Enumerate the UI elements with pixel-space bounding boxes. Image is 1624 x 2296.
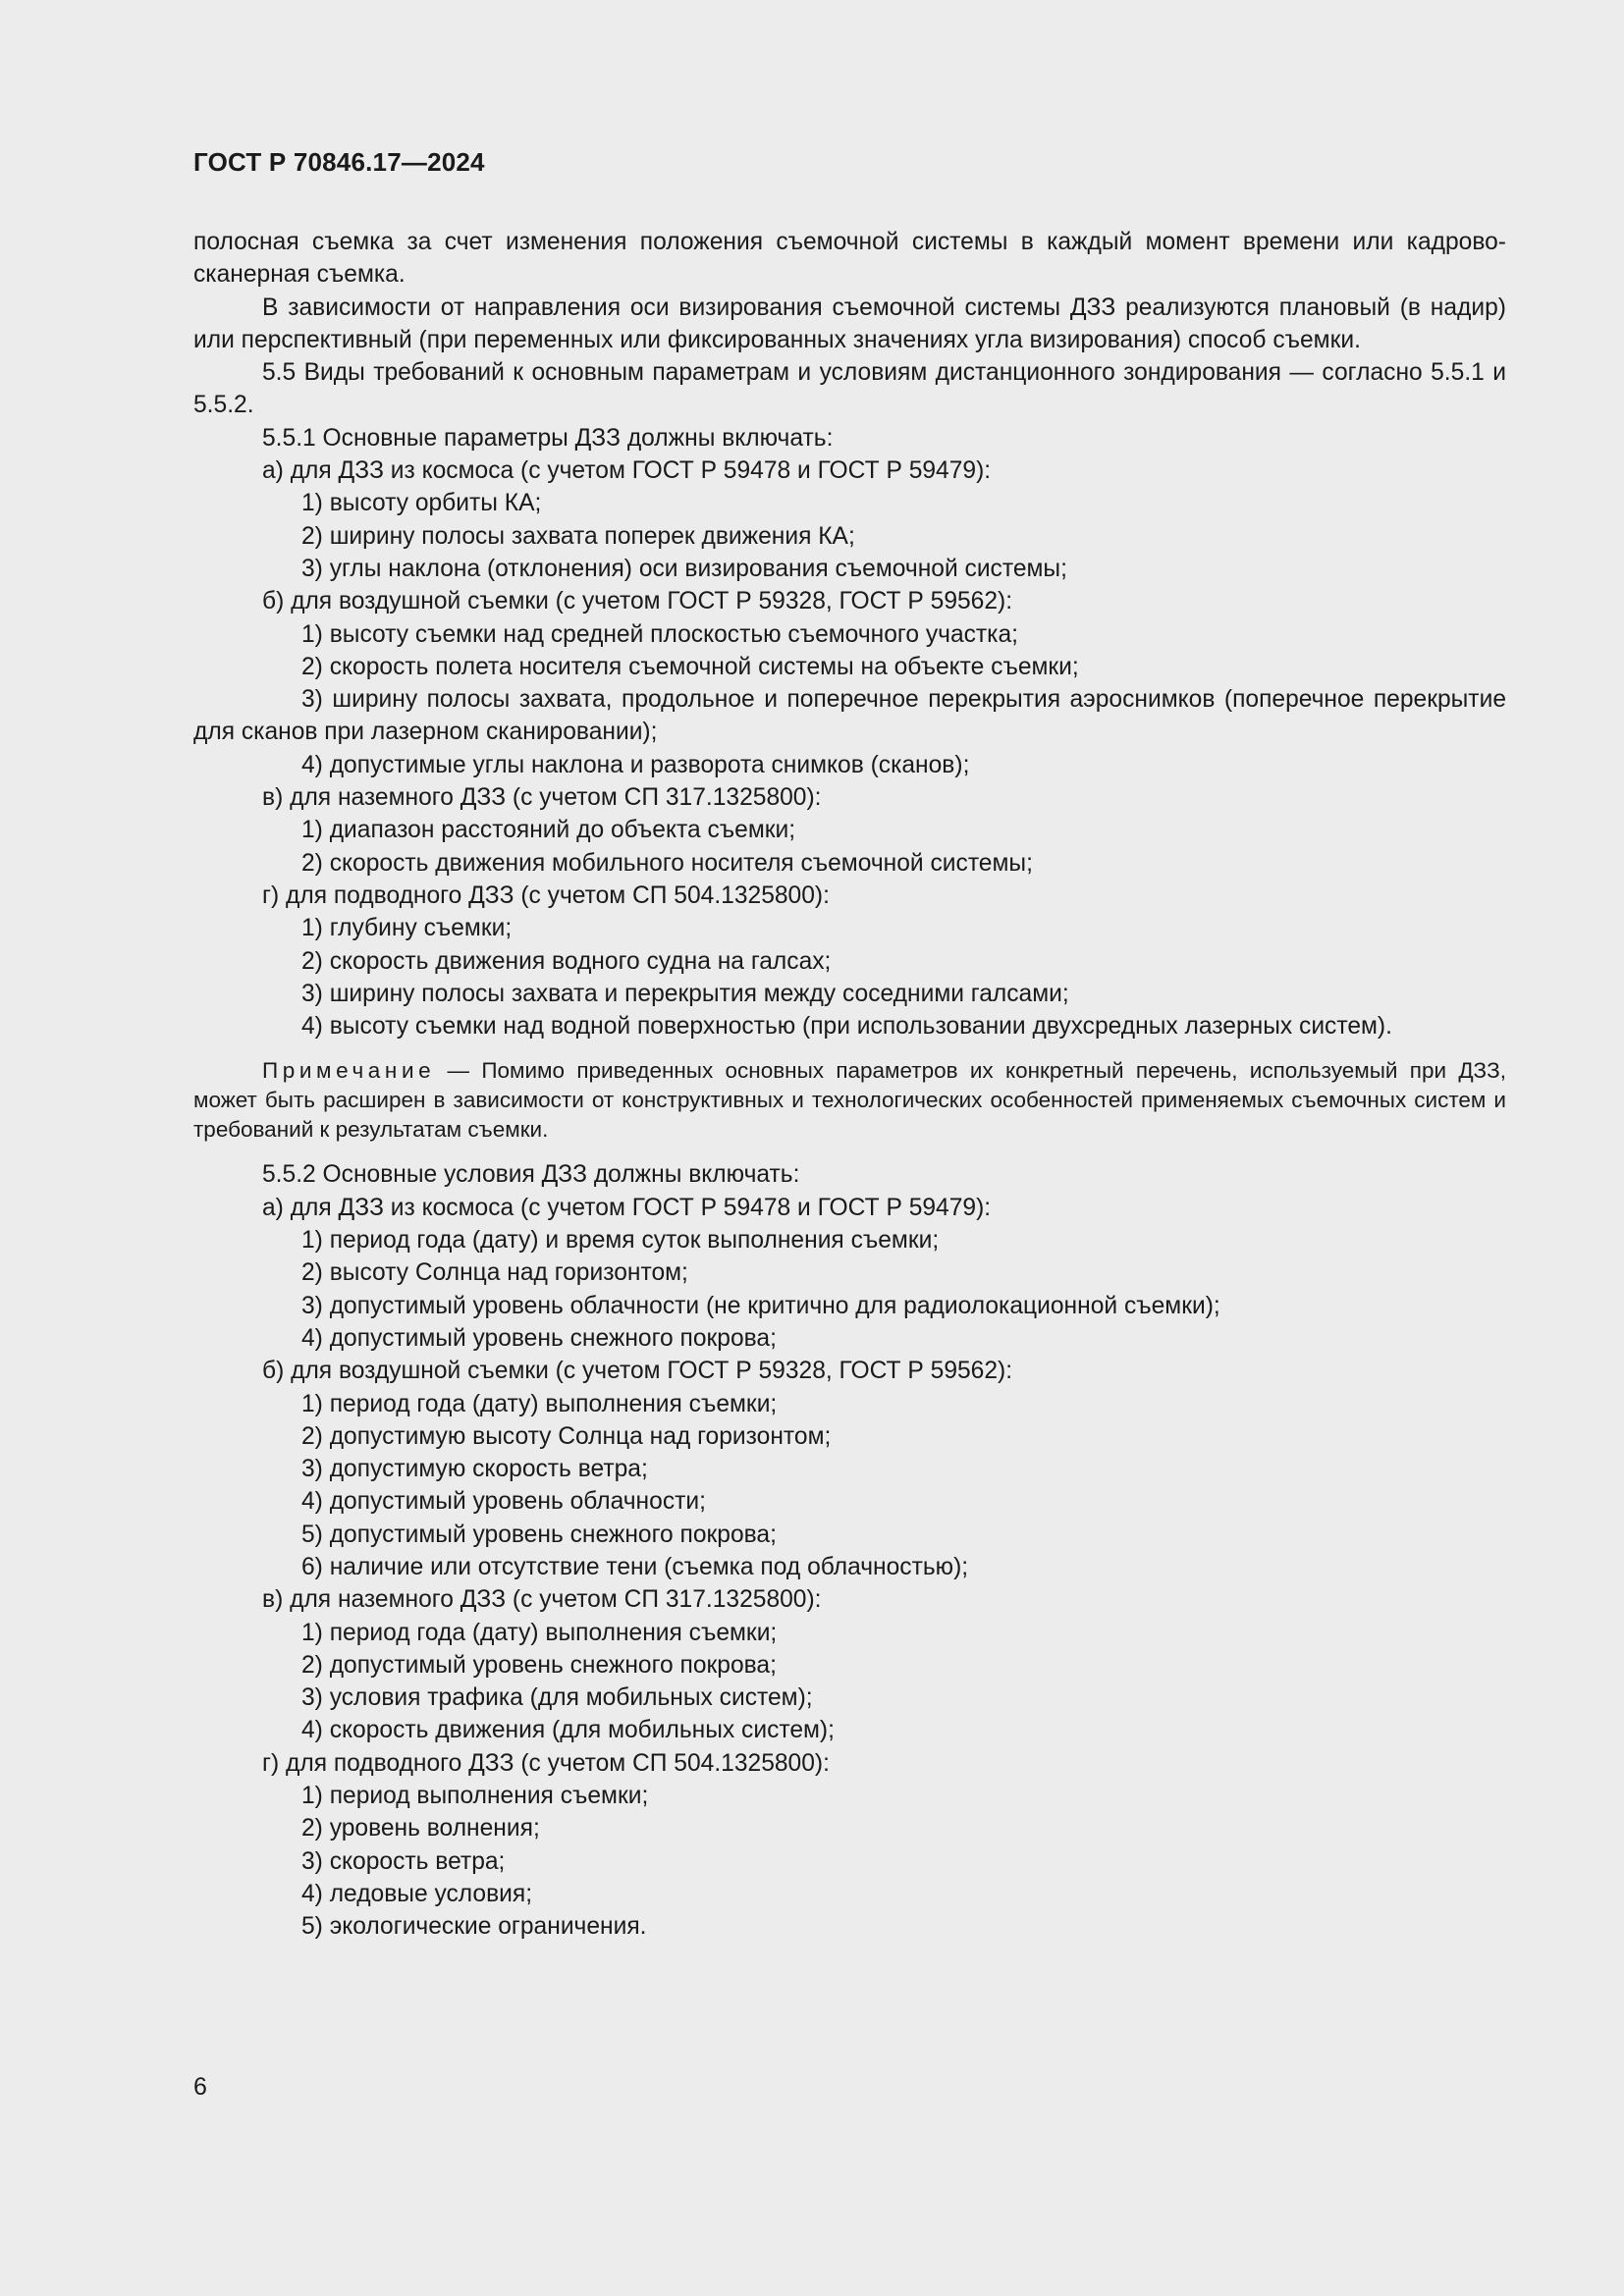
conditions-v-4: 4) скорость движения (для мобильных систем); bbox=[301, 1717, 835, 1744]
conditions-g-4: 4) ледовые условия; bbox=[301, 1880, 533, 1907]
conditions-b-2: 2) допустимую высоту Солнца над горизонтом; bbox=[301, 1422, 832, 1450]
note-label: Примечание bbox=[262, 1058, 436, 1084]
conditions-g-5: 5) экологические ограничения. bbox=[301, 1913, 647, 1941]
paragraph-sighting-axis: В зависимости от направления оси визирования съемочной системы ДЗЗ реализуются плановый (в надир) или перспективный (при переменных или фиксированных значениях угла визирования) способ съемки. bbox=[193, 294, 1506, 353]
conditions-a-2: 2) высоту Солнца над горизонтом; bbox=[301, 1259, 688, 1287]
conditions-g-2: 2) уровень волнения; bbox=[301, 1815, 540, 1842]
params-a-2: 2) ширину полосы захвата поперек движения КА; bbox=[301, 522, 855, 550]
params-b-1: 1) высоту съемки над средней плоскостью съемочного участка; bbox=[301, 620, 1018, 648]
params-g-4: 4) высоту съемки над водной поверхностью (при использовании двухсредных лазерных систем). bbox=[301, 1013, 1392, 1041]
conditions-item-g: г) для подводного ДЗЗ (с учетом СП 504.1325800): bbox=[262, 1749, 830, 1777]
section-5-5-1: 5.5.1 Основные параметры ДЗЗ должны включать: bbox=[262, 424, 834, 452]
conditions-b-5: 5) допустимый уровень снежного покрова; bbox=[301, 1521, 777, 1548]
params-b-2: 2) скорость полета носителя съемочной системы на объекте съемки; bbox=[301, 653, 1079, 680]
conditions-v-3: 3) условия трафика (для мобильных систем); bbox=[301, 1684, 813, 1712]
conditions-item-v: в) для наземного ДЗЗ (с учетом СП 317.1325800): bbox=[262, 1586, 822, 1614]
paragraph-5-5: 5.5 Виды требований к основным параметрам и условиям дистанционного зондирования — согласно 5.5.1 и 5.5.2. bbox=[193, 359, 1506, 419]
params-a-1: 1) высоту орбиты КА; bbox=[301, 490, 542, 517]
conditions-a-3: 3) допустимый уровень облачности (не критично для радиолокационной съемки); bbox=[301, 1292, 1220, 1319]
note-block bbox=[193, 1056, 1506, 1145]
params-b-3: 3) ширину полосы захвата, продольное и поперечное перекрытия аэроснимков (поперечное перекрытие для сканов при лазерном сканировании); bbox=[193, 686, 1506, 746]
params-v-1: 1) диапазон расстояний до объекта съемки; bbox=[301, 817, 796, 844]
conditions-g-1: 1) период выполнения съемки; bbox=[301, 1783, 649, 1810]
params-item-b: б) для воздушной съемки (с учетом ГОСТ Р 59328, ГОСТ Р 59562): bbox=[262, 588, 1013, 615]
conditions-a-1: 1) период года (дату) и время суток выполнения съемки; bbox=[301, 1227, 940, 1255]
conditions-v-1: 1) период года (дату) выполнения съемки; bbox=[301, 1619, 778, 1646]
conditions-b-3: 3) допустимую скорость ветра; bbox=[301, 1456, 648, 1483]
params-g-2: 2) скорость движения водного судна на галсах; bbox=[301, 947, 832, 975]
paragraph-continuation: полосная съемка за счет изменения положения съемочной системы в каждый момент времени или кадрово-сканерная съемка. bbox=[193, 229, 1506, 289]
params-item-a: а) для ДЗЗ из космоса (с учетом ГОСТ Р 59478 и ГОСТ Р 59479): bbox=[262, 457, 992, 485]
document-header: ГОСТ Р 70846.17—2024 bbox=[193, 147, 485, 177]
conditions-v-2: 2) допустимый уровень снежного покрова; bbox=[301, 1651, 777, 1679]
note-text: — Помимо приведенных основных параметров их конкретный перечень, используемый при ДЗЗ, может быть расширен в зависимости от конструктивных и технологических особенностей применяемых съемочных систем и требований к результатам съемки. bbox=[193, 1058, 1506, 1143]
params-b-4: 4) допустимые углы наклона и разворота снимков (сканов); bbox=[301, 751, 970, 778]
params-item-v: в) для наземного ДЗЗ (с учетом СП 317.1325800): bbox=[262, 784, 822, 812]
page-number: 6 bbox=[193, 2073, 207, 2101]
conditions-item-a: а) для ДЗЗ из космоса (с учетом ГОСТ Р 59478 и ГОСТ Р 59479): bbox=[262, 1194, 992, 1221]
conditions-b-4: 4) допустимый уровень облачности; bbox=[301, 1488, 706, 1516]
params-g-3: 3) ширину полосы захвата и перекрытия между соседними галсами; bbox=[301, 980, 1069, 1007]
document-body bbox=[193, 226, 1506, 1944]
conditions-a-4: 4) допустимый уровень снежного покрова; bbox=[301, 1324, 777, 1352]
params-g-1: 1) глубину съемки; bbox=[301, 915, 513, 942]
params-a-3: 3) углы наклона (отклонения) оси визирования съемочной системы; bbox=[301, 555, 1067, 582]
params-v-2: 2) скорость движения мобильного носителя съемочной системы; bbox=[301, 849, 1033, 877]
conditions-g-3: 3) скорость ветра; bbox=[301, 1847, 506, 1875]
conditions-b-6: 6) наличие или отсутствие тени (съемка под облачностью); bbox=[301, 1553, 969, 1580]
conditions-b-1: 1) период года (дату) выполнения съемки; bbox=[301, 1390, 778, 1417]
conditions-item-b: б) для воздушной съемки (с учетом ГОСТ Р 59328, ГОСТ Р 59562): bbox=[262, 1358, 1013, 1385]
params-item-g: г) для подводного ДЗЗ (с учетом СП 504.1325800): bbox=[262, 881, 830, 909]
section-5-5-2: 5.5.2 Основные условия ДЗЗ должны включать: bbox=[262, 1161, 800, 1189]
